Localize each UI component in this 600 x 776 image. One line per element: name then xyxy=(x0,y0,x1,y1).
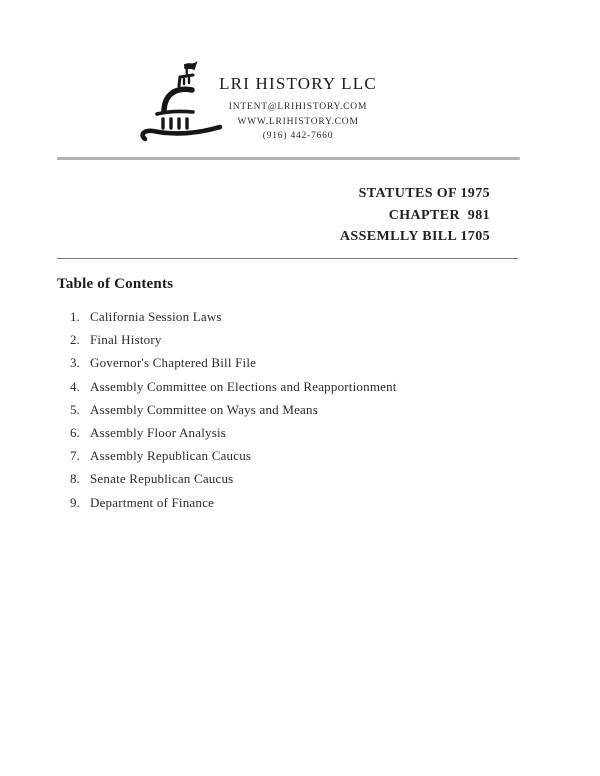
toc-item-label: Final History xyxy=(90,332,162,348)
toc-item-number: 4. xyxy=(70,378,80,394)
toc-item-label: California Session Laws xyxy=(90,309,222,324)
toc-item xyxy=(70,471,397,494)
letterhead xyxy=(200,74,396,144)
toc-item-number: 2. xyxy=(70,332,80,348)
horizontal-rule-top xyxy=(57,157,520,160)
toc-item xyxy=(70,402,397,425)
toc-item xyxy=(70,355,397,378)
toc-item-number: 9. xyxy=(70,494,80,510)
toc-item xyxy=(70,495,397,518)
toc-item xyxy=(70,379,397,402)
toc-list xyxy=(70,309,397,518)
toc-item-label: Assembly Republican Caucus xyxy=(90,448,252,464)
toc-heading: Table of Contents xyxy=(57,276,174,292)
toc-item-number: 8. xyxy=(70,471,80,487)
toc-item-number: 1. xyxy=(70,309,80,324)
statute-reference xyxy=(340,183,490,248)
toc-item xyxy=(70,448,397,471)
bill-line: ASSEMLLY BILL 1705 xyxy=(339,229,490,244)
toc-item-label: Assembly Committee on Elections and Reapportionment xyxy=(90,378,397,394)
toc-item-label: Assembly Committee on Ways and Means xyxy=(90,401,318,417)
statutes-line: STATUTES OF 1975 xyxy=(358,186,490,201)
company-email: INTENT@LRIHISTORY.COM xyxy=(228,102,368,112)
toc-item-label: Senate Republican Caucus xyxy=(90,471,234,487)
toc-item xyxy=(70,332,397,355)
company-website: WWW.LRIHISTORY.COM xyxy=(237,116,359,127)
toc-item-label: Department of Finance xyxy=(90,494,215,510)
company-name: LRI HISTORY LLC xyxy=(219,74,377,93)
chapter-line: CHAPTER 981 xyxy=(388,207,490,223)
toc-item-number: 5. xyxy=(70,401,80,417)
horizontal-rule-mid xyxy=(57,258,518,259)
toc-item-number: 7. xyxy=(70,448,80,464)
toc-item-number: 6. xyxy=(70,424,80,440)
toc-item-label: Assembly Floor Analysis xyxy=(90,424,227,440)
toc-item xyxy=(70,425,397,448)
toc-item-number: 3. xyxy=(70,355,80,371)
company-phone: (916) 442-7660 xyxy=(262,131,334,141)
toc-item-label: Governor's Chaptered Bill File xyxy=(90,355,257,371)
toc-item xyxy=(70,309,397,332)
